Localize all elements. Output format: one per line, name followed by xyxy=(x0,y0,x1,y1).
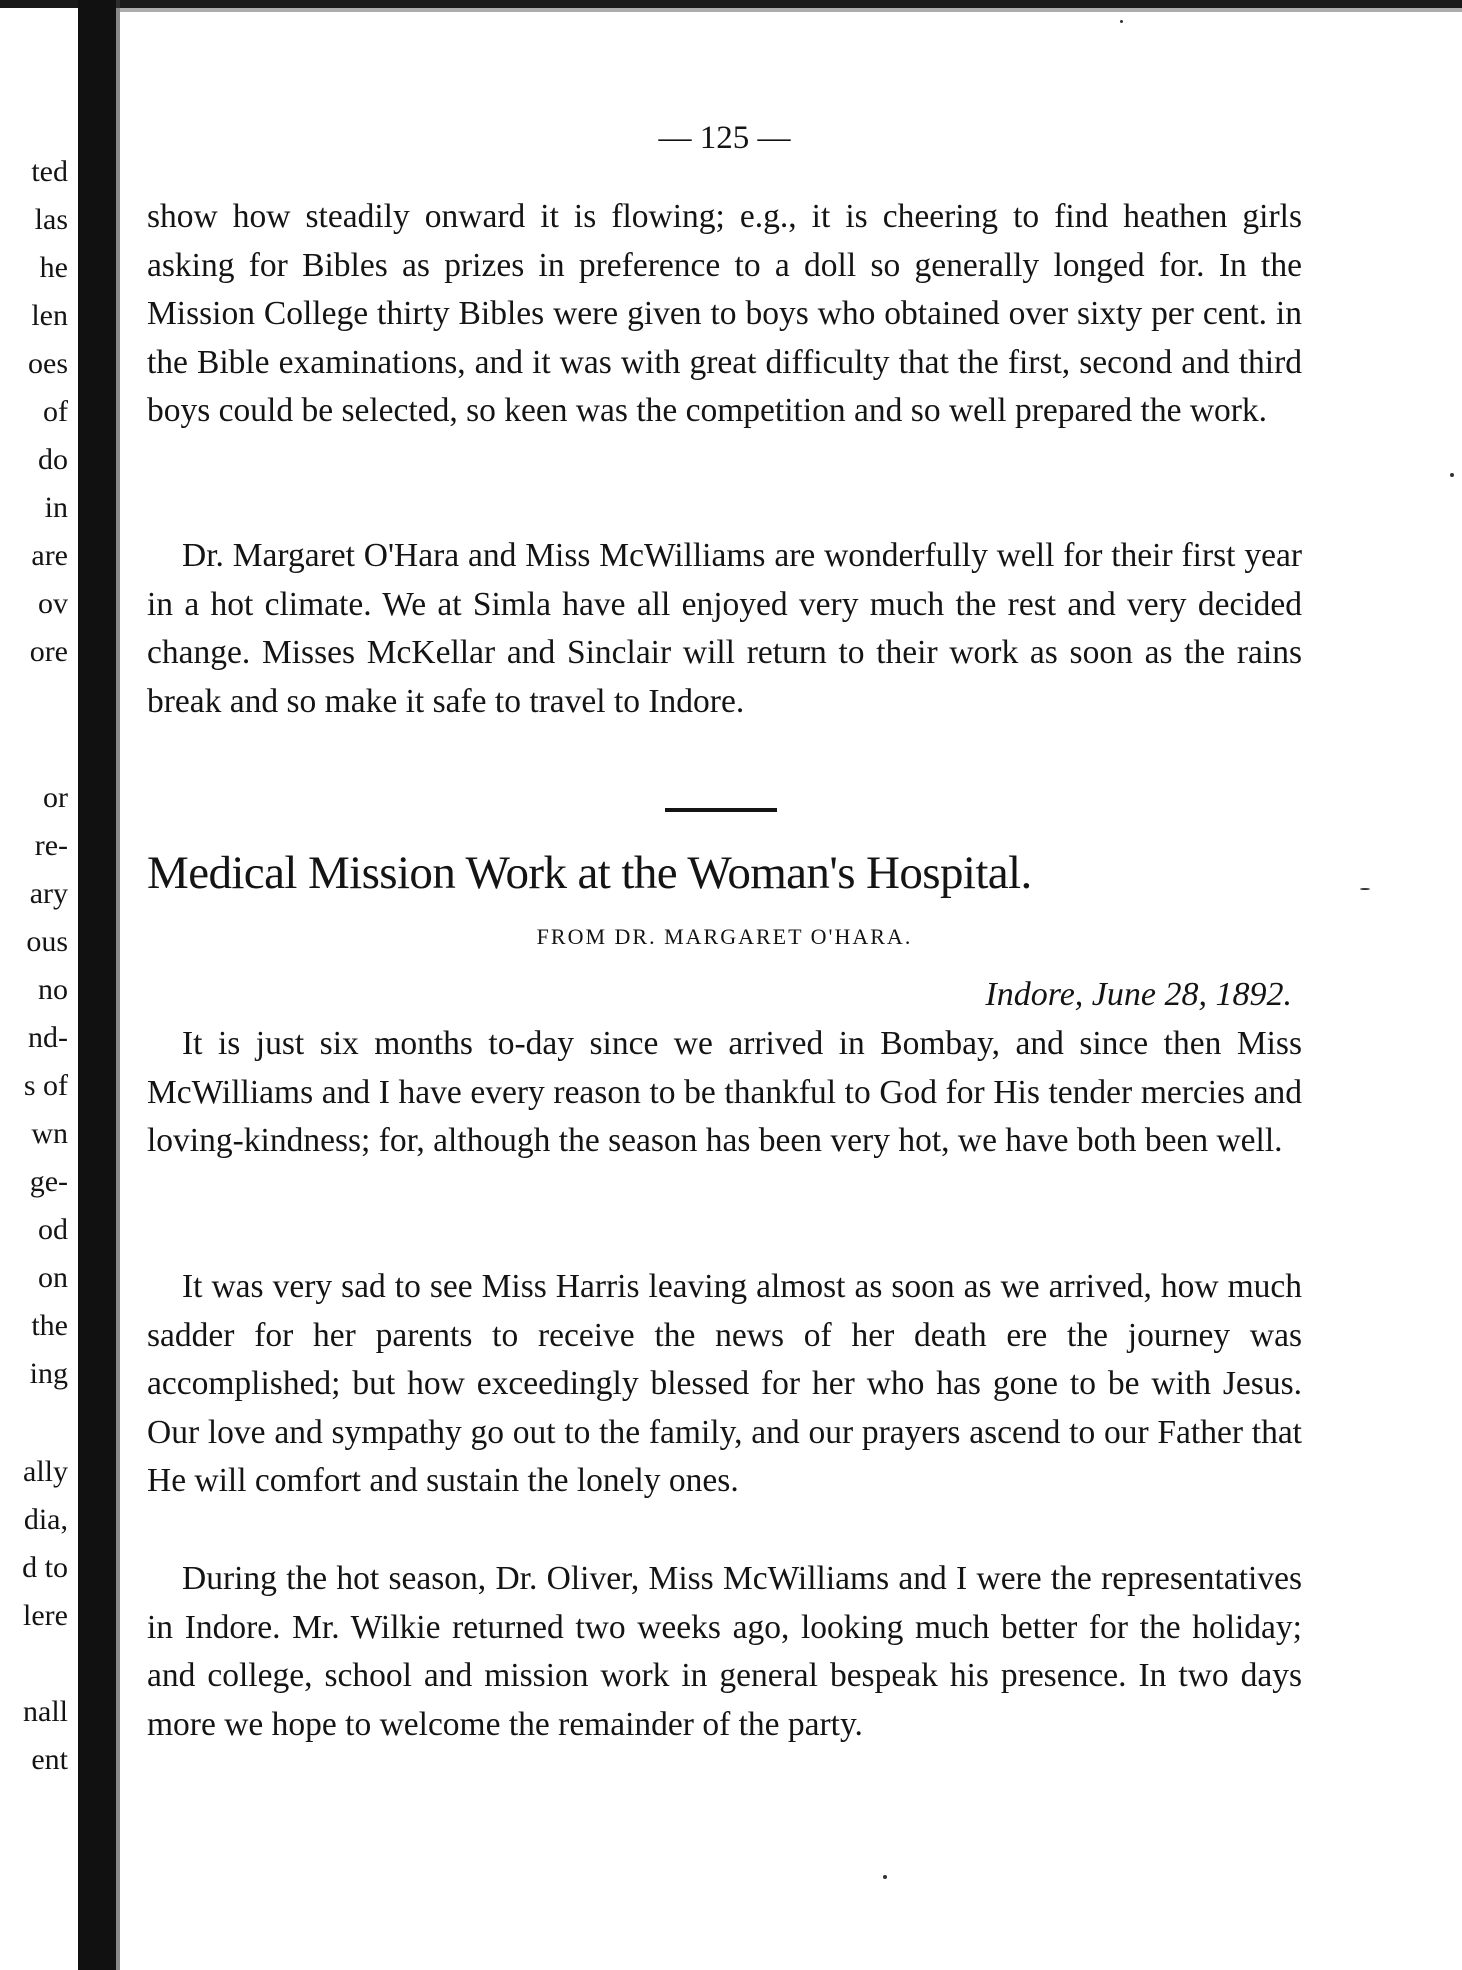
report-paragraph: Dr. Margaret O'Hara and Miss McWilliams are wonderfully well for their first year in a hot climate. We at Simla have all enjoyed very much the rest and very decided change. Misses McKellar and Sinclair will return to their work as soon as the rains break and so make it safe to travel to Indore. xyxy=(147,537,1302,720)
margin-fragment: on xyxy=(38,1261,68,1294)
margin-fragment: wn xyxy=(31,1117,68,1150)
margin-fragment: lere xyxy=(23,1599,68,1632)
margin-fragment: las xyxy=(34,203,68,236)
article-paragraph: It is just six months to-day since we arrived in Bombay, and since then Miss McWilliams and I have every reason to be thankful to God for His tender mercies and loving-kindness; for, although the season has been very hot, we have both been well. xyxy=(147,1025,1302,1160)
margin-fragment: nall xyxy=(23,1695,68,1728)
margin-fragment: ge- xyxy=(29,1165,68,1198)
binding-gutter xyxy=(78,0,116,1970)
page-body xyxy=(147,0,1302,1970)
facing-page-margin xyxy=(0,0,78,1970)
margin-fragment: ary xyxy=(29,877,68,910)
binding-gutter-edge xyxy=(116,0,120,1970)
scan-speck xyxy=(1120,20,1123,23)
margin-fragment: ent xyxy=(31,1743,68,1776)
margin-fragment: in xyxy=(44,491,68,524)
margin-fragment: are xyxy=(31,539,68,572)
article-dateline: Indore, June 28, 1892. xyxy=(985,976,1292,1013)
margin-fragment: dia, xyxy=(23,1503,68,1536)
margin-fragment: oes xyxy=(28,347,68,380)
article-paragraph: It was very sad to see Miss Harris leaving almost as soon as we arrived, how much sadder for her parents to receive the news of her death ere the journey was accomplished; but how exceedingly blessed for her who has gone to be with Jesus. Our love and sympathy go out to the family, and our prayers ascend to our Father that He will comfort and sustain the lonely ones. xyxy=(147,1268,1302,1500)
page-number: — 125 — xyxy=(658,120,791,156)
margin-fragment: of xyxy=(43,395,68,428)
margin-fragment: s of xyxy=(23,1069,68,1102)
margin-fragment: ous xyxy=(26,925,68,958)
scan-speck xyxy=(883,1875,887,1879)
margin-fragment: he xyxy=(39,251,68,284)
article-paragraph: During the hot season, Dr. Oliver, Miss McWilliams and I were the representatives in Indore. Mr. Wilkie returned two weeks ago, looking much better for the holiday; and college, school and mission work in general bespeak his presence. In two days more we hope to welcome the remainder of the party. xyxy=(147,1560,1302,1743)
margin-fragment: re- xyxy=(34,829,68,862)
article-byline: FROM DR. MARGARET O'HARA. xyxy=(536,924,913,949)
margin-fragment: ted xyxy=(31,155,68,188)
margin-fragment: ov xyxy=(38,587,68,620)
margin-fragment: ore xyxy=(29,635,68,668)
scan-speck xyxy=(1450,473,1454,477)
margin-fragment: or xyxy=(43,781,68,814)
margin-fragment: od xyxy=(38,1213,68,1246)
margin-fragment: do xyxy=(38,443,68,476)
margin-fragment: d to xyxy=(22,1551,68,1584)
margin-fragment: len xyxy=(31,299,68,332)
margin-fragment: nd- xyxy=(28,1021,68,1054)
continued-paragraph: show how steadily onward it is flowing; e.g., it is cheering to find heathen girls asking for Bibles as prizes in preference to a doll so generally longed for. In the Mission College thirty Bibles were given to boys who obtained over sixty per cent. in the Bible examinations, and it was with great difficulty that the first, second and third boys could be selected, so keen was the competition and so well prepared the work. xyxy=(147,198,1302,430)
margin-fragment: the xyxy=(31,1309,68,1342)
margin-fragment: ally xyxy=(23,1455,68,1488)
article-heading: Medical Mission Work at the Woman's Hospital. xyxy=(147,847,1032,899)
scan-speck xyxy=(1360,888,1370,890)
margin-fragment: ing xyxy=(29,1357,68,1390)
margin-fragment: no xyxy=(38,973,68,1006)
section-divider-rule xyxy=(665,808,777,812)
